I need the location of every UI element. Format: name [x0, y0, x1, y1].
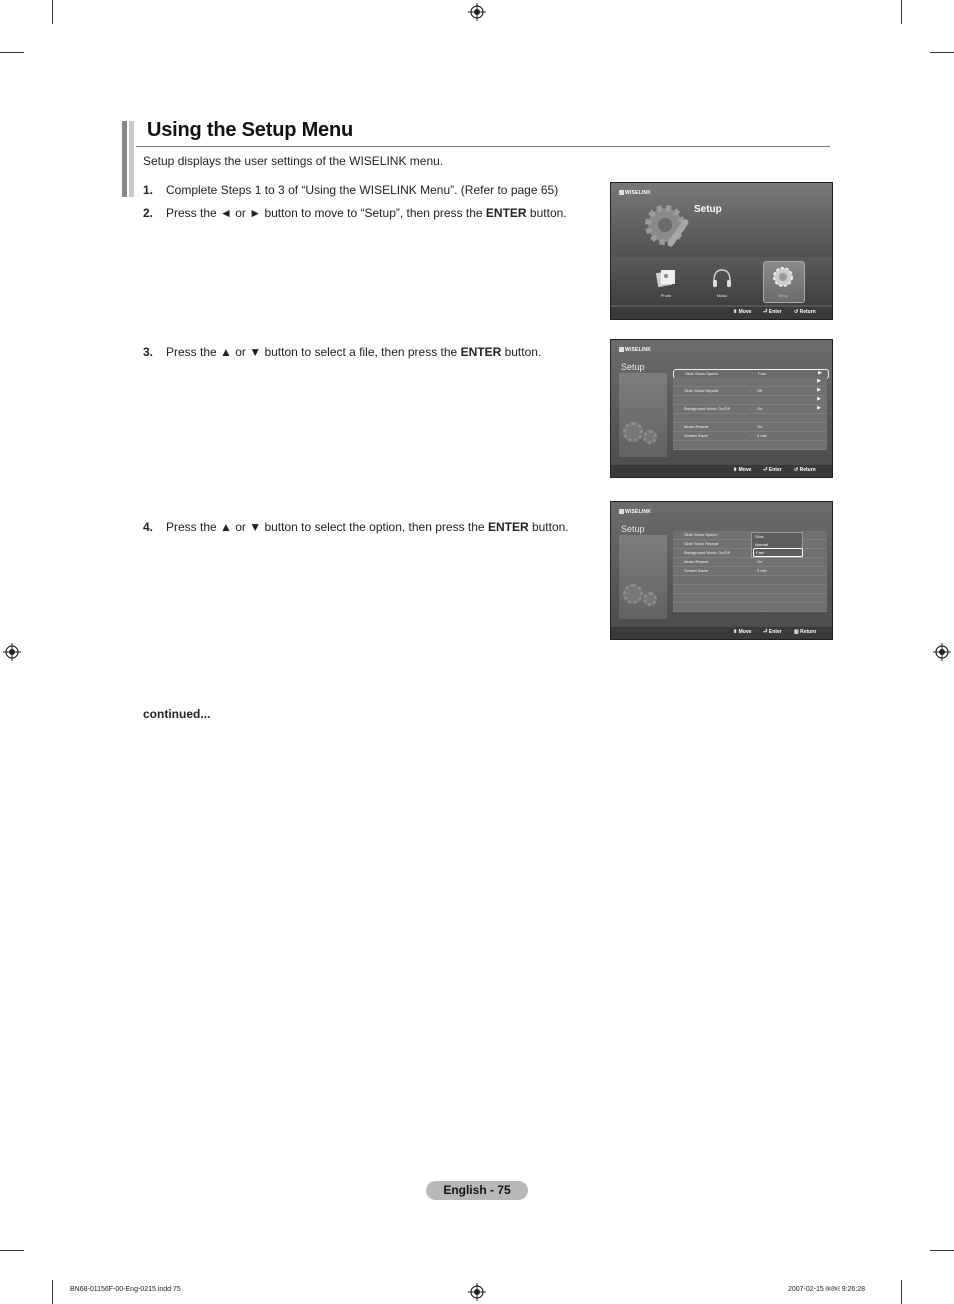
registration-mark-icon — [468, 1283, 486, 1301]
gear-icon — [623, 584, 643, 604]
setting-row[interactable]: Screen Saver : 3 min — [673, 567, 827, 576]
brand-logo: WISELINK — [619, 190, 651, 196]
step-number: 1. — [143, 183, 154, 197]
step-2 — [143, 206, 567, 220]
dropdown-option[interactable]: Normal — [755, 542, 768, 547]
photo-icon[interactable] — [654, 266, 678, 290]
setting-row[interactable]: ▶ — [673, 396, 827, 405]
setting-row[interactable] — [673, 414, 827, 423]
gear-icon — [643, 592, 657, 606]
setting-row[interactable]: Slide Show Repeat — [673, 540, 827, 549]
gear-wrench-icon — [639, 197, 695, 253]
setting-row[interactable]: Background Music On/Off : On ▶ — [673, 405, 827, 414]
continued-note: continued... — [143, 707, 211, 721]
step-text: Press the ◄ or ► button to move to “Setup”, then press the — [166, 206, 486, 220]
setting-row[interactable]: Background Music On/Off — [673, 549, 827, 558]
step-text: button. — [526, 206, 567, 220]
return-hint: ↺ Return — [794, 309, 816, 315]
crop-mark — [52, 0, 53, 24]
crop-mark — [901, 0, 902, 24]
gear-icon — [643, 430, 657, 444]
step-keyword: ENTER — [460, 345, 502, 359]
screen-setup-option — [610, 501, 833, 640]
screen-heading: Setup — [621, 524, 645, 534]
step-1 — [143, 183, 558, 197]
empty-row — [673, 585, 827, 594]
screen-setup-list — [610, 339, 833, 478]
step-keyword: ENTER — [485, 206, 527, 220]
setting-row[interactable]: Screen Saver : 3 min — [673, 432, 827, 441]
music-label: Music — [716, 293, 728, 298]
registration-mark-icon — [468, 3, 486, 21]
enter-hint: ⮐ Enter — [763, 309, 782, 315]
step-number: 3. — [143, 345, 154, 359]
step-4 — [143, 520, 569, 534]
empty-row — [673, 603, 827, 612]
return-hint: ↺ Return — [794, 467, 816, 473]
speed-dropdown[interactable] — [751, 532, 803, 558]
nav-bar — [611, 465, 832, 477]
screen-heading: Setup — [694, 204, 722, 215]
step-text: Press the ▲ or ▼ button to select a file, then press the — [166, 345, 461, 359]
step-text: button. — [528, 520, 569, 534]
title-accent-bar — [122, 121, 127, 197]
setting-row[interactable]: ▶ — [673, 378, 827, 387]
crop-mark — [901, 1280, 902, 1304]
return-hint: ▥ Return — [794, 629, 817, 635]
enter-hint: ⮐ Enter — [763, 629, 782, 635]
gear-icon — [623, 422, 643, 442]
intro-text: Setup displays the user settings of the WISELINK menu. — [143, 154, 444, 168]
step-text: Complete Steps 1 to 3 of “Using the WISELINK Menu”. (Refer to page 65) — [166, 183, 559, 197]
headphones-icon[interactable] — [710, 266, 734, 290]
title-divider — [136, 146, 830, 147]
dropdown-option[interactable]: Slow — [755, 534, 764, 539]
photo-label: Photo — [660, 293, 672, 298]
registration-mark-icon — [933, 643, 951, 661]
empty-row — [673, 576, 827, 585]
step-text: Press the ▲ or ▼ button to select the option, then press the — [166, 520, 488, 534]
nav-bar — [611, 627, 832, 639]
screen-heading: Setup — [621, 362, 645, 372]
setting-row[interactable]: Music Repeat : On — [673, 558, 827, 567]
brand-logo: WISELINK — [619, 509, 651, 515]
registration-mark-icon — [3, 643, 21, 661]
move-hint: ⬍ Move — [733, 309, 752, 315]
step-keyword: ENTER — [487, 520, 529, 534]
brand-logo: WISELINK — [619, 347, 651, 353]
page-title: Using the Setup Menu — [147, 119, 354, 141]
step-3 — [143, 345, 541, 359]
step-text: button. — [501, 345, 542, 359]
setting-row[interactable]: Music Repeat : On — [673, 423, 827, 432]
step-number: 2. — [143, 206, 154, 220]
empty-row — [673, 441, 827, 450]
move-hint: ⬍ Move — [733, 629, 752, 635]
screen-setup-home — [610, 182, 833, 320]
empty-row — [673, 594, 827, 603]
crop-mark — [930, 1250, 954, 1251]
page-number-badge: English - 75 — [426, 1181, 528, 1200]
side-panel — [619, 535, 667, 619]
crop-mark — [0, 52, 24, 53]
nav-bar — [611, 307, 832, 319]
side-panel — [619, 373, 667, 457]
enter-hint: ⮐ Enter — [763, 467, 782, 473]
crop-mark — [52, 1280, 53, 1304]
setting-row[interactable]: Slide Show Repeat : Off ▶ — [673, 387, 827, 396]
setting-row[interactable]: Slide Show Speed : Fast ▶ — [673, 369, 829, 379]
setup-gear-icon — [771, 265, 795, 289]
move-hint: ⬍ Move — [733, 467, 752, 473]
setup-label: Setup — [777, 293, 789, 298]
footer-file: BN68-01156F-00-Eng-0215.indd 75 — [70, 1286, 181, 1293]
crop-mark — [0, 1250, 24, 1251]
crop-mark — [930, 52, 954, 53]
step-number: 4. — [143, 520, 154, 534]
dropdown-option-selected[interactable]: Fast — [753, 548, 803, 557]
title-accent-bar — [129, 121, 134, 197]
footer-timestamp: 2007-02-15 ￼￼ 9:26:28 — [788, 1286, 866, 1293]
setting-row[interactable]: Slide Show Speed — [673, 531, 827, 540]
